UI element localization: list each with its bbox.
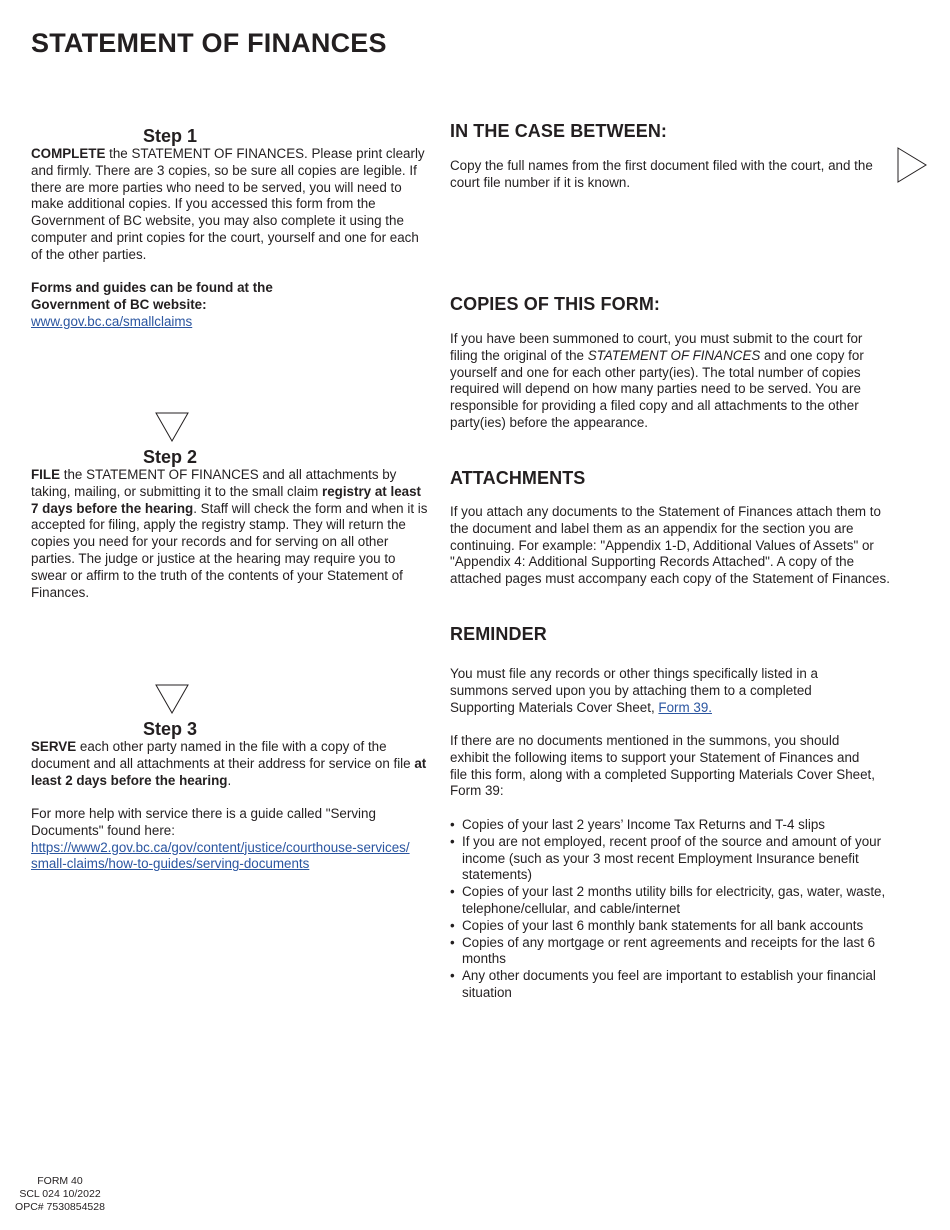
forms-note-text: Forms and guides can be found at the Government of BC website: — [31, 280, 273, 312]
step-1-text — [31, 146, 431, 264]
step-1-body: the STATEMENT OF FINANCES. Please print clearly and firmly. There are 3 copies, so be sure all copies are legible. If there are more parties who need to be served, you will need to make additional copies. If you accessed this form from the Government of BC website, you may also complete it using the computer and print copies for the court, yourself and one for each of the other parties. — [31, 146, 425, 262]
service-help — [31, 806, 431, 873]
step-3-lead: SERVE — [31, 739, 77, 754]
list-item: • Copies of your last 2 months utility bills for electricity, gas, water, waste, telephone/cellular, and cable/internet — [450, 884, 886, 918]
copies-text — [450, 331, 890, 432]
copies-text-b: and one copy for yourself and one for each other party(ies). The total number of copies required will depend on how many parties need to be served. You are responsible for providing a filed copy and all attachments to the other party(ies) before the appearance. — [450, 347, 864, 430]
form-code: SCL 024 10/2022 — [19, 1188, 101, 1200]
step-1-lead: COMPLETE — [31, 146, 106, 161]
copies-form-name: STATEMENT OF FINANCES — [587, 347, 761, 363]
service-help-text: For more help with service there is a guide called "Serving Documents" found here: — [31, 806, 376, 838]
step-2-deadline: registry at least 7 days before the hearing — [31, 483, 421, 516]
step-2-title: Step 2 — [142, 447, 198, 467]
form-number: FORM 40 — [37, 1175, 83, 1187]
down-arrow-icon — [155, 684, 189, 714]
serving-link-line-2: small-claims/how-to-guides/serving-documents — [31, 856, 310, 872]
required-items-list — [450, 817, 886, 1002]
smallclaims-link[interactable]: www.gov.bc.ca/smallclaims — [31, 313, 193, 329]
form-39-link[interactable]: Form 39. — [658, 699, 712, 715]
serving-link-line-1: https://www2.gov.bc.ca/gov/content/justice/courthouse-services/ — [31, 839, 410, 855]
list-item: • Copies of your last 6 monthly bank statements for all bank accounts — [450, 918, 886, 935]
step-3-text — [31, 739, 431, 789]
list-item: • Copies of your last 2 years’ Income Tax Returns and T-4 slips — [450, 817, 886, 834]
copies-text-a: If you have been summoned to court, you must submit to the court for filing the original of the — [450, 331, 863, 363]
step-1-title: Step 1 — [142, 126, 198, 146]
step-3-body-a: each other party named in the file with a copy of the document and all attachments at their address for service on file — [31, 739, 415, 771]
reminder-text-1 — [450, 666, 870, 716]
page-title: STATEMENT OF FINANCES — [31, 28, 387, 58]
list-item: • Copies of any mortgage or rent agreements and receipts for the last 6 months — [450, 935, 886, 969]
step-3-body-b: . — [227, 772, 232, 788]
attachments-text: If you attach any documents to the Statement of Finances attach them to the document and label them as an appendix for the section you are continuing. For example: "Appendix 1-D, Additional Values of Assets" or "Appendix 4: Additional Supporting Records Attached". A copy of the attached pages must accompany each copy of the Statement of Finances. — [450, 504, 890, 587]
step-3-deadline: at least 2 days before the hearing — [31, 755, 427, 788]
copies-heading: COPIES OF THIS FORM: — [450, 294, 661, 314]
reminder-text-a: You must file any records or other things specifically listed in a summons served upon you by attaching them to a completed Supporting Materials Cover Sheet, — [450, 666, 818, 715]
reminder-heading: REMINDER — [450, 624, 547, 644]
right-arrow-icon — [897, 147, 927, 183]
list-item: • If you are not employed, recent proof of the source and amount of your income (such as your 3 most recent Employment Insurance benefit statements) — [450, 834, 886, 884]
step-3-title: Step 3 — [142, 719, 198, 739]
case-between-heading: IN THE CASE BETWEEN: — [450, 121, 668, 141]
serving-documents-link[interactable] — [31, 840, 410, 872]
opc-number: OPC# 7530854528 — [15, 1201, 105, 1213]
attachments-heading: ATTACHMENTS — [450, 468, 586, 488]
forms-note — [31, 280, 301, 330]
down-arrow-icon — [155, 412, 189, 442]
step-2-text — [31, 467, 431, 601]
step-2-body-b: . Staff will check the form and when it is accepted for filing, apply the registry stamp. They will return the copies you need for your records and for serving on all other parties. The judge or justice at the hearing may require you to swear or affirm to the truth of the contents of your Statement of Finances. — [31, 500, 428, 600]
step-2-lead: FILE — [31, 467, 61, 482]
list-item: • Any other documents you feel are important to establish your financial situation — [450, 968, 886, 1002]
form-footer — [6, 1175, 114, 1214]
reminder-text-2: If there are no documents mentioned in the summons, you should exhibit the following items to support your Statement of Finances and file this form, along with a completed Supporting Materials Cover Sheet, Form 39: — [450, 733, 875, 799]
step-2-body-a: the STATEMENT OF FINANCES and all attachments by taking, mailing, or submitting it to the small claim — [31, 467, 397, 499]
case-between-text: Copy the full names from the first document filed with the court, and the court file number if it is known. — [450, 158, 873, 190]
